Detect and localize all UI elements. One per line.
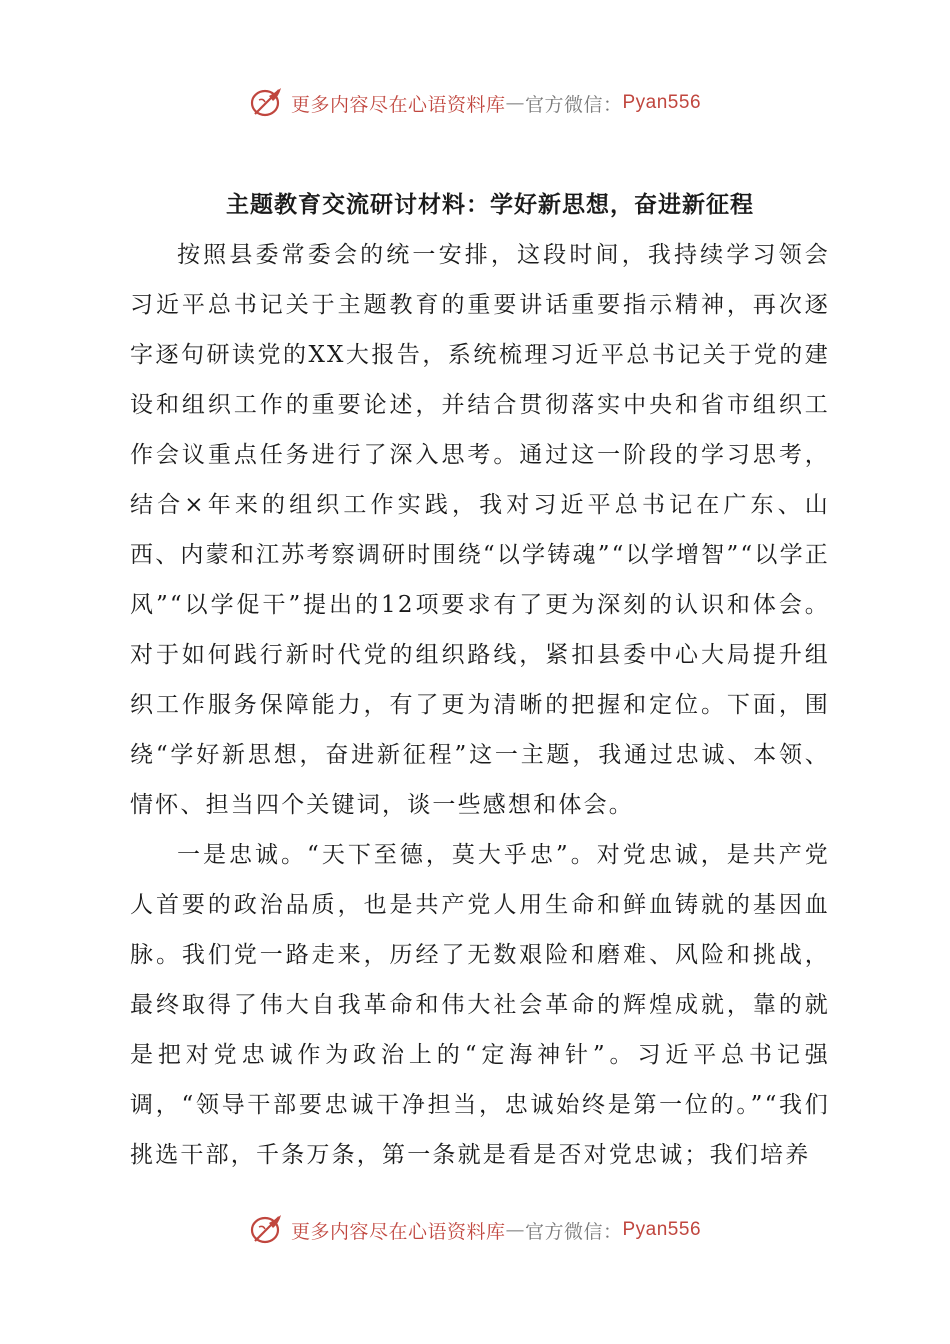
paragraph-intro: 按照县委常委会的统一安排，这段时间，我持续学习领会习近平总书记关于主题教育的重要讲话重要指示精神，再次逐字逐句研读党的XX大报告，系统梳理习近平总书记关于党的建设和组织工作的重要论述，并结合贯彻落实中央和省市组织工作会议重点任务进行了深入思考。通过这一阶段的学习思考，结合×年来的组织工作实践，我对习近平总书记在广东、山西、内蒙和江苏考察调研时围绕“以学铸魂”“以学增智”“以学正风”“以学促干”提出的12项要求有了更为深刻的认识和体会。对于如何践行新时代党的组织路线，紧扣县委中心大局提升组织工作服务保障能力，有了更为清晰的把握和定位。下面，围绕“学好新思想，奋进新征程”这一主题，我通过忠诚、本领、情怀、担当四个关键词，谈一些感想和体会。 [130, 242, 830, 818]
watermark-dash: — [505, 92, 525, 114]
document-body [130, 180, 830, 1180]
watermark-text: 更多内容尽在心语资料库 [290, 93, 506, 116]
watermark-wechat-id: Pyan556 [622, 92, 702, 113]
watermark-dash: — [505, 1219, 525, 1241]
watermark-text: 更多内容尽在心语资料库 [290, 1220, 506, 1243]
document-title: 主题教育交流研讨材料：学好新思想，奋进新征程 [226, 192, 754, 218]
watermark-label: 官方微信： [524, 93, 623, 116]
paragraph-loyalty: 一是忠诚。“天下至德，莫大乎忠”。对党忠诚，是共产党人首要的政治品质，也是共产党人用生命和鲜血铸就的基因血脉。我们党一路走来，历经了无数艰险和磨难、风险和挑战，最终取得了伟大自我革命和伟大社会革命的辉煌成就，靠的就是把对党忠诚作为政治上的“定海神针”。习近平总书记强调，“领导干部要忠诚干净担当，忠诚始终是第一位的。”“我们挑选干部，千条万条，第一条就是看是否对党忠诚；我们培养 [130, 842, 830, 1168]
quill-logo-icon [249, 1213, 285, 1247]
watermark-footer [0, 1210, 950, 1250]
quill-logo-icon [249, 86, 285, 120]
watermark-wechat-id: Pyan556 [622, 1219, 702, 1240]
watermark-header [0, 83, 950, 123]
watermark-label: 官方微信： [524, 1220, 623, 1243]
